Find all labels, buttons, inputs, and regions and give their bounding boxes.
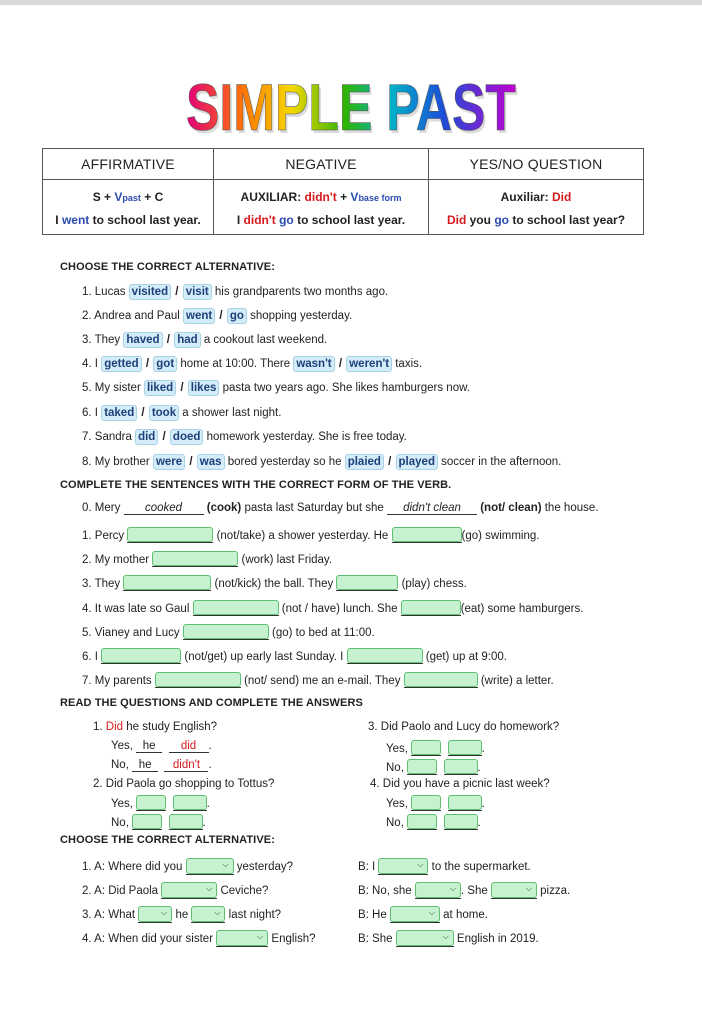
option-button[interactable]: getted — [101, 356, 142, 372]
answer-dropdown[interactable] — [396, 930, 454, 946]
option-button[interactable]: doed — [170, 429, 203, 445]
header-affirmative: AFFIRMATIVE — [43, 149, 214, 180]
chevron-down-icon: ⌵ — [428, 908, 435, 917]
option-button[interactable]: had — [174, 332, 200, 348]
option-button[interactable]: likes — [188, 380, 220, 396]
option-button[interactable]: played — [396, 454, 438, 470]
answer-input[interactable] — [401, 600, 461, 615]
chevron-down-icon: ⌵ — [449, 884, 456, 893]
section1-heading: CHOOSE THE CORRECT ALTERNATIVE: — [60, 261, 275, 273]
s3-question-1: 1. Did he study English? — [93, 721, 218, 733]
s4-row-3-b: B: He ⌵ at home. — [358, 908, 488, 921]
answer-input[interactable] — [169, 814, 203, 829]
answer-input[interactable] — [448, 795, 482, 810]
s2-item-7: 7. My parents (not/ send) me an e-mail. They (write) a letter. — [82, 672, 554, 688]
page-title — [0, 70, 702, 140]
s1-item-3: 3. They haved / had a cookout last weekend. — [82, 334, 328, 346]
answer-input[interactable] — [101, 648, 181, 663]
s3-question-4: 4. Did you have a picnic last week? — [370, 778, 550, 790]
top-border — [0, 0, 702, 5]
answer-input[interactable] — [136, 795, 166, 810]
answer-dropdown[interactable] — [378, 858, 428, 874]
header-negative: NEGATIVE — [214, 149, 429, 180]
s1-item-2: 2. Andrea and Paul went / go shopping yesterday. — [82, 310, 353, 322]
option-button[interactable]: taked — [101, 405, 137, 421]
answer-input[interactable] — [347, 648, 423, 663]
option-button[interactable]: did — [135, 429, 158, 445]
chevron-down-icon: ⌵ — [214, 908, 221, 917]
title-wordart — [181, 70, 521, 140]
s3-q4-yes: Yes, . — [386, 795, 485, 811]
section4-heading: CHOOSE THE CORRECT ALTERNATIVE: — [60, 834, 275, 846]
answer-dropdown[interactable] — [191, 906, 225, 922]
s4-row-1-b: B: I ⌵ to the supermarket. — [358, 860, 531, 873]
option-button[interactable]: haved — [123, 332, 162, 348]
option-button[interactable]: took — [149, 405, 179, 421]
answer-input[interactable] — [392, 527, 462, 542]
answer-input[interactable] — [411, 740, 441, 755]
s2-item-2: 2. My mother (work) last Friday. — [82, 551, 332, 567]
option-button[interactable]: liked — [144, 380, 176, 396]
s1-item-5: 5. My sister liked / likes pasta two years ago. She likes hamburgers now. — [82, 382, 470, 394]
s3-question-2: 2. Did Paola go shopping to Tottus? — [93, 778, 275, 790]
s3-q1-yes: Yes, he did . — [111, 740, 212, 752]
header-question: YES/NO QUESTION — [429, 149, 644, 180]
option-button[interactable]: got — [153, 356, 177, 372]
s4-row-2-b: B: No, she ⌵ . She ⌵ pizza. — [358, 884, 571, 897]
answer-dropdown[interactable] — [415, 882, 461, 898]
chevron-down-icon: ⌵ — [161, 908, 168, 917]
question-formula: Auxiliar: Did — [429, 180, 644, 206]
affirmative-example: I went to school last year. — [43, 206, 214, 235]
answer-input[interactable] — [404, 672, 478, 687]
chevron-down-icon: ⌵ — [525, 884, 532, 893]
affirmative-formula: S + Vpast + C — [43, 180, 214, 206]
chevron-down-icon: ⌵ — [442, 932, 449, 941]
title-text: SIMPLE PAST — [186, 70, 516, 140]
answer-input[interactable] — [155, 672, 241, 687]
option-button[interactable]: visited — [129, 284, 171, 300]
s2-item-1: 1. Percy (not/take) a shower yesterday. He (go) swimming. — [82, 527, 539, 543]
answer-input[interactable] — [127, 527, 213, 542]
section3-heading: READ THE QUESTIONS AND COMPLETE THE ANSWERS — [60, 697, 363, 709]
option-button[interactable]: visit — [183, 284, 212, 300]
answer-dropdown[interactable] — [491, 882, 537, 898]
negative-formula: AUXILIAR: didn't + Vbase form — [214, 180, 429, 206]
answer-dropdown[interactable] — [186, 858, 234, 874]
answer-input[interactable] — [407, 814, 437, 829]
chevron-down-icon: ⌵ — [257, 932, 264, 941]
s4-row-3-a: 3. A: What ⌵ he ⌵ last night? — [82, 908, 282, 921]
option-button[interactable]: plaied — [345, 454, 384, 470]
s3-q2-no: No, . — [111, 814, 206, 830]
s1-item-8: 8. My brother were / was bored yesterday so he plaied / played soccer in the afternoon. — [82, 456, 562, 468]
answer-dropdown[interactable] — [390, 906, 440, 922]
negative-example: I didn't go to school last year. — [214, 206, 429, 235]
answer-dropdown[interactable] — [161, 882, 217, 898]
s2-example: 0. Mery cooked (cook) pasta last Saturday but she didn't clean (not/ clean) the house. — [82, 502, 599, 514]
option-button[interactable]: were — [153, 454, 185, 470]
answer-input[interactable] — [444, 759, 478, 774]
chevron-down-icon: ⌵ — [417, 860, 424, 869]
answer-input[interactable] — [444, 814, 478, 829]
answer-input[interactable] — [193, 600, 279, 615]
s3-q1-no: No, he didn't . — [111, 759, 212, 771]
answer-dropdown[interactable] — [216, 930, 268, 946]
chevron-down-icon: ⌵ — [222, 860, 229, 869]
answer-input[interactable] — [173, 795, 207, 810]
answer-input[interactable] — [152, 551, 238, 566]
s3-q3-no: No, . — [386, 759, 481, 775]
answer-input[interactable] — [448, 740, 482, 755]
s1-item-6: 6. I taked / took a shower last night. — [82, 407, 282, 419]
option-button[interactable]: went — [183, 308, 215, 324]
s4-row-4-b: B: She ⌵ English in 2019. — [358, 932, 539, 945]
option-button[interactable]: go — [227, 308, 247, 324]
grammar-table — [42, 148, 644, 235]
answer-input[interactable] — [123, 575, 211, 590]
s3-q2-yes: Yes, . — [111, 795, 210, 811]
s4-row-1-a: 1. A: Where did you ⌵ yesterday? — [82, 860, 294, 873]
question-example: Did you go to school last year? — [429, 206, 644, 235]
s3-q3-yes: Yes, . — [386, 740, 485, 756]
answer-input[interactable] — [411, 795, 441, 810]
s2-item-3: 3. They (not/kick) the ball. They (play) chess. — [82, 575, 467, 591]
s4-row-2-a: 2. A: Did Paola ⌵ Ceviche? — [82, 884, 269, 897]
option-button[interactable]: was — [197, 454, 225, 470]
answer-dropdown[interactable] — [138, 906, 172, 922]
s1-item-7: 7. Sandra did / doed homework yesterday. She is free today. — [82, 431, 407, 443]
answer-input[interactable] — [336, 575, 398, 590]
s2-item-4: 4. It was late so Gaul (not / have) lunch. She (eat) some hamburgers. — [82, 600, 583, 616]
chevron-down-icon: ⌵ — [206, 884, 213, 893]
s1-item-4: 4. I getted / got home at 10:00. There wasn't / weren't taxis. — [82, 358, 423, 370]
option-button[interactable]: weren't — [346, 356, 392, 372]
title-shadow: SIMPLE PAST — [188, 73, 518, 140]
s3-question-3: 3. Did Paolo and Lucy do homework? — [368, 721, 560, 733]
s2-item-6: 6. I (not/get) up early last Sunday. I (get) up at 9:00. — [82, 648, 507, 664]
answer-input[interactable] — [407, 759, 437, 774]
s2-item-5: 5. Vianey and Lucy (go) to bed at 11:00. — [82, 624, 375, 640]
answer-input[interactable] — [132, 814, 162, 829]
s4-row-4-a: 4. A: When did your sister ⌵ English? — [82, 932, 316, 945]
section2-heading: COMPLETE THE SENTENCES WITH THE CORRECT FORM OF THE VERB. — [60, 479, 452, 491]
option-button[interactable]: wasn't — [293, 356, 334, 372]
s1-item-1: 1. Lucas visited / visit his grandparents two months ago. — [82, 286, 389, 298]
answer-input[interactable] — [183, 624, 269, 639]
s3-q4-no: No, . — [386, 814, 481, 830]
